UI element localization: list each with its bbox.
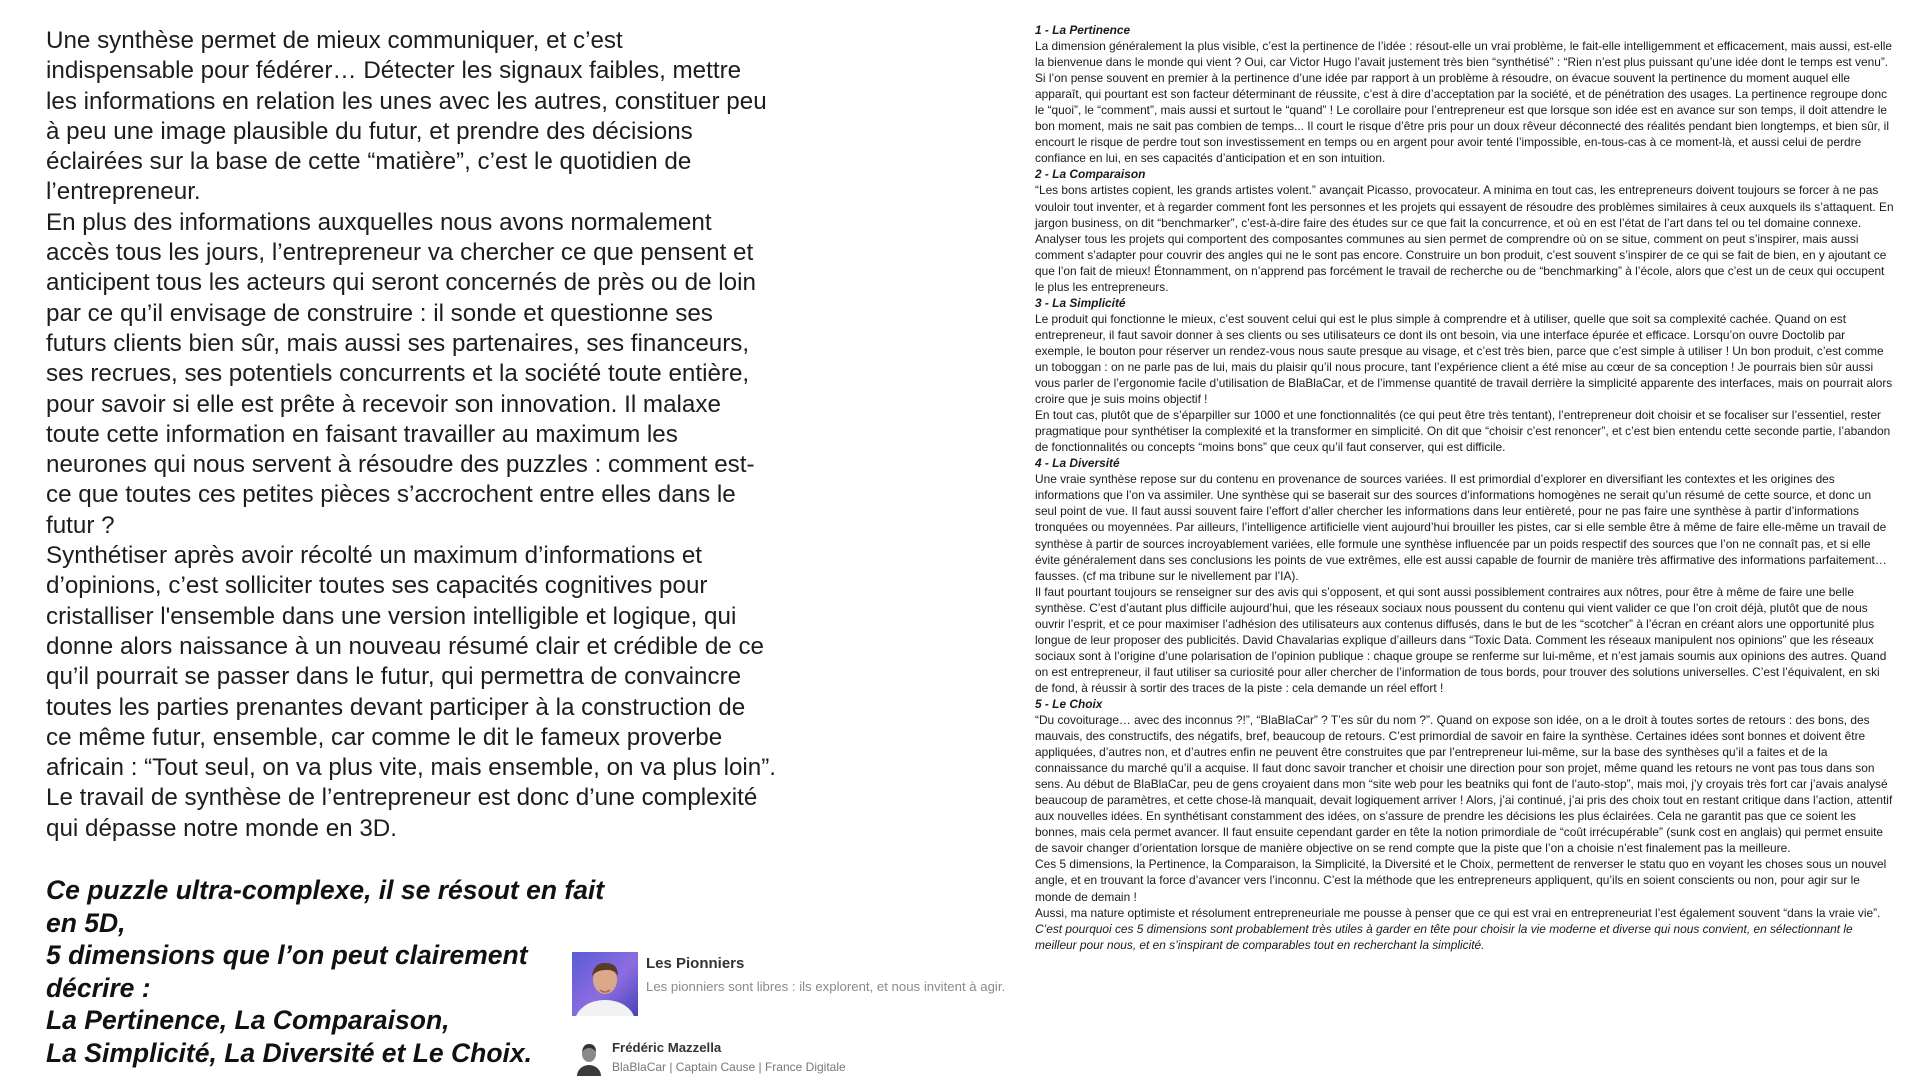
emphasis-line: La Pertinence, La Comparaison, [46, 1005, 450, 1035]
emphasis-line: Ce puzzle ultra-complexe, il se résout en fait en 5D, [46, 875, 605, 938]
section-body-comparaison: “Les bons artistes copient, les grands artistes volent.” avançait Picasso, provocateur. A minima en tout cas, les entrepreneurs doivent toujours se forcer à ne pas vouloir tout inventer, et à regarder comment font les personnes et les projets qui essayent de résoudre des problèmes similaires à ceux auxquels ils s’attaquent. En jargon business, on dit “benchmarker”, c’est-à-dire faire des études sur ce que fait la concurrence, et où en est l’état de l’art dans tel ou tel domaine connexe. Analyser tous les projets qui comportent des composantes communes au sien permet de comprendre où on se situe, comment on peut s’inspirer, mais aussi comment s’adapter pour couvrir des angles qui ne le sont pas encore. Construire un bon produit, c’est souvent s’inspirer de ce qui se fait de bien, en y ajoutant ce que l’on fait de mieux! Étonnamment, on n’apprend pas forcément le travail de recherche ou de “benchmarking” à l’école, alors que c’est un de ceux qui occupent le plus les entrepreneurs. [1035, 183, 1894, 294]
author-block[interactable] [576, 1040, 996, 1080]
section-title-choix: 5 - Le Choix [1035, 696, 1103, 711]
author-tagline: BlaBlaCar | Captain Cause | France Digitale [612, 1060, 846, 1074]
emphasis-line: La Simplicité, La Diversité et Le Choix. [46, 1037, 532, 1068]
paragraph-informations: En plus des informations auxquelles nous avons normalement accès tous les jours, l’entrepreneur va chercher ce que pensent et anticipent tous les acteurs qui seront concernés de près ou de loin par ce qu’il envisage de construire : il sonde et questionne ses futurs clients bien sûr, mais aussi ses partenaires, ses financeurs, ses recrues, ses potentiels concurrents et la société toute entière, pour savoir si elle est prête à recevoir son innovation. Il malaxe toute cette information en faisant travailler au maximum les neurones qui nous servent à résoudre des puzzles : comment est-ce que toutes ces petites pièces s’accrochent entre elles dans le futur ? [46, 208, 756, 539]
section-title-pertinence: 1 - La Pertinence [1035, 23, 1131, 37]
avatar-icon [576, 1040, 602, 1076]
newsletter-title: Les Pionniers [646, 955, 745, 972]
section-body-simplicite: Le produit qui fonctionne le mieux, c’est souvent celui qui est le plus simple à comprendre et à utiliser, quelle que soit sa complexité cachée. Quand on est entrepreneur, il faut savoir donner à ses clients ou ses utilisateurs ce dont ils ont besoin, via une interface épurée et efficace. Lorsqu’on ouvre Doctolib par exemple, le bouton pour réserver un rendez-vous nous saute presque au visage, et c’est très bien, parce que c’est simple à utiliser ! Un bon produit, c’est comme un toboggan : on ne parle pas de lui, mais du plaisir qu’il nous procure, tant l’expérience client a été mise au cœur de sa conception ! Je pourrais bien sûr aussi vous parler de l’ergonomie facile d’utilisation de BlaBlaCar, et de l’immense quantité de travail derrière la simplicité apparente des interfaces, mais on pourrait alors croire que je suis moins objectif ! [1035, 311, 1893, 407]
article-right-column [1035, 22, 1895, 953]
section-body-diversite: Une vraie synthèse repose sur du contenu en provenance de sources variées. Il est primordial d’explorer en diversifiant les contextes et les origines des informations que l’on va assimiler. Une synthèse qui se baserait sur des sources d’informations homogènes ne serait qu’un résumé de cette source, et donc un seul point de vue. Il faut aussi souvent faire l’effort d’aller chercher les informations dans leur entièreté, pour ne pas faire une synthèse à partir d’informations tronquées ou moyennées. Par ailleurs, l’intelligence artificielle vient aujourd’hui brouiller les pistes, car si elle semble être à même de faire elle-même un travail de synthèse à partir de sources incroyablement variées, elle formule une synthèse influencée par un poids respectif des sources que l’on ne connaît pas, et si elle évite généralement dans ses conclusions les points de vue extrêmes, elle est aussi capable de fournir de manière très affirmative des informations parfaitement… fausses. (cf ma tribune sur le nivellement par l’IA). [1035, 472, 1887, 583]
section-body-choix-3: Aussi, ma nature optimiste et résolument entrepreneuriale me pousse à penser que ce qui est vrai en entrepreneuriat l’est également souvent “dans la vraie vie”. [1035, 905, 1881, 920]
section-body-pertinence: La dimension généralement la plus visible, c’est la pertinence de l’idée : résout-elle un vrai problème, le fait-elle intelligemment et efficacement, mais aussi, est-elle la bienvenue dans le monde qui vient ? Oui, car Victor Hugo l’avait justement très bien “synthétisé” : “Rien n’est plus puissant qu’une idée dont le temps est venu”. Si l’on pense souvent en premier à la pertinence d’une idée par rapport à un problème à résoudre, on évacue souvent la pertinence du moment auquel elle apparaît, qui pourtant est son facteur déterminant de réussite, c’est à dire d’acceptation par la société, et de pénétration des usages. La pertinence regroupe donc le “quoi”, le “comment”, mais aussi et surtout le “quand” ! Le corollaire pour l’entrepreneur est que lorsque son idée est en avance sur son temps, il doit attendre le bon moment, mais ne sait pas combien de temps... Il court le risque d’être pris pour un doux rêveur déconnecté des réalités pendant bien longtemps, et bien sûr, il encourt le risque de perdre tout son investissement en temps ou en argent pour avoir tenté l’impossible, en-tous-cas à ce moment-là, et aussi celui de perdre confiance en lui, en ses capacités d’anticipation et en son intuition. [1035, 39, 1893, 166]
section-title-diversite: 4 - La Diversité [1035, 456, 1120, 471]
paragraph-synthetiser: Synthétiser après avoir récolté un maximum d’informations et d’opinions, c’est solliciter toutes ses capacités cognitives pour cristalliser l'ensemble dans une version intelligible et logique, qui donne alors naissance à un nouveau résumé clair et crédible de ce qu’il pourrait se passer dans le futur, qui permettra de convaincre toutes les parties prenantes devant participer à la construction de ce même futur, ensemble, car comme le dit le fameux proverbe africain : “Tout seul, on va plus vite, mais ensemble, on va plus loin”. Le travail de synthèse de l’entrepreneur est donc d’une complexité qui dépasse notre monde en 3D. [46, 542, 777, 842]
section-body-choix-2: Ces 5 dimensions, la Pertinence, la Comparaison, la Simplicité, la Diversité et le Choix, permettent de renverser le statu quo en voyant les choses sous un nouvel angle, et en trouvant la force d’avancer vers l’inconnu. C’est la méthode que les entrepreneurs appliquent, qu’ils en soient conscients ou non, pour agir sur le monde de demain ! [1035, 857, 1887, 904]
section-body-choix: “Du covoiturage… avec des inconnus ?!”, “BlaBlaCar” ? T’es sûr du nom ?”. Quand on expose son idée, on a le droit à toutes sortes de retours : des bons, des mauvais, des constructifs, des négatifs, bref, beaucoup de retours. C’est primordial de savoir en faire la synthèse. Certaines idées sont bonnes et doivent être appliquées, d’autres non, et d’autres enfin ne peuvent être construites que par l’entrepreneur lui-même, sur la base des synthèses qu’il a faites et de la connaissance du marché qu’il a acquise. Il faut donc savoir trancher et choisir une direction pour son projet, même quand les retours ne vont pas tous dans son sens. Au début de BlaBlaCar, peu de gens croyaient dans mon “site web pour les beatniks qui font de l’auto-stop”, mais moi, j’y croyais très fort car j’avais analysé beaucoup de paramètres, et cette chose-là manquait, devait logiquement arriver ! Alors, j’ai continué, j’ai pris des choix tout en restant critique dans l’action, attentif aux nouvelles idées. En synthétisant constamment des idées, on s’assure de prendre les décisions les plus éclairées. Cela ne garantit pas que ce soient les bonnes, mais cela permet avancer. Il faut ensuite cependant garder en tête la notion primordiale de “coût irrécupérable” (sunk cost en anglais) qui permet ensuite de savoir changer d’orientation lorsque de manière objective on se rend compte que la piste que l’on a choisie n’est finalement pas la meilleure. [1035, 713, 1893, 856]
author-name: Frédéric Mazzella [612, 1040, 722, 1055]
person-portrait-icon [572, 952, 638, 1016]
emphasis-line: 5 dimensions que l’on peut clairement décrire : [46, 940, 528, 1003]
newsletter-card[interactable] [572, 952, 1012, 1020]
section-title-simplicite: 3 - La Simplicité [1035, 295, 1126, 310]
paragraph-synthese: Une synthèse permet de mieux communiquer, et c’est indispensable pour fédérer… Détecter les signaux faibles, mettre les informations en relation les unes avec les autres, constituer peu à peu une image plausible du futur, et prendre des décisions éclairées sur la base de cette “matière”, c’est le quotidien de l’entrepreneur. [46, 27, 767, 206]
conclusion: C’est pourquoi ces 5 dimensions sont probablement très utiles à garder en tête pour choisir la vie moderne et diverse qui nous convient, en sélectionnant le meilleur pour nous, et en s’inspirant de comparables tout en recherchant la simplicité. [1035, 921, 1853, 952]
section-body-diversite-2: Il faut pourtant toujours se renseigner sur des avis qui s’opposent, et qui sont aussi possiblement contraires aux nôtres, pour être à même de faire une belle synthèse. C’est d’autant plus difficile aujourd’hui, que les réseaux sociaux nous poussent du contenu qui vient valider ce que l’on croit déjà, plutôt que de nous ouvrir l’esprit, et ce pour maximiser l’adhésion des utilisateurs aux contenus diffusés, dans le but de les “scotcher” à l’écran en créant alors une opportunité plus longue de leur proposer des publicités. David Chavalarias explique d’ailleurs dans “Toxic Data. Comment les réseaux manipulent nos opinions” que les réseaux sociaux sont à l’origine d’une polarisation de l’opinion publique : chaque groupe se renferme sur lui-même, et n’est jamais soumis aux opinions des autres. Quand on est entrepreneur, il faut utiliser sa curiosité pour aller chercher de l’information de tous bords, pour trouver des solutions universelles. C’est l’équivalent, en ski de fond, à réussir à sortir des traces de la piste : cela demande un réel effort ! [1035, 584, 1887, 695]
section-title-comparaison: 2 - La Comparaison [1035, 167, 1146, 182]
article-left-column [46, 26, 776, 844]
section-body-simplicite-2: En tout cas, plutôt que de s’éparpiller sur 1000 et une fonctionnalités (ce qui peut être très tentant), l’entrepreneur doit choisir et se focaliser sur l’essentiel, rester pragmatique pour synthétiser la complexité et la transformer en simplicité. On dit que “choisir c’est renoncer”, et c’est bien entendu cette seconde partie, l’abandon de fonctionnalités ou concepts “moins bons” que ceux qu’il faut conserver, qui est difficile. [1035, 408, 1891, 455]
emphasis-block [46, 874, 606, 1069]
newsletter-description: Les pionniers sont libres : ils explorent, et nous invitent à agir. [646, 979, 1006, 994]
